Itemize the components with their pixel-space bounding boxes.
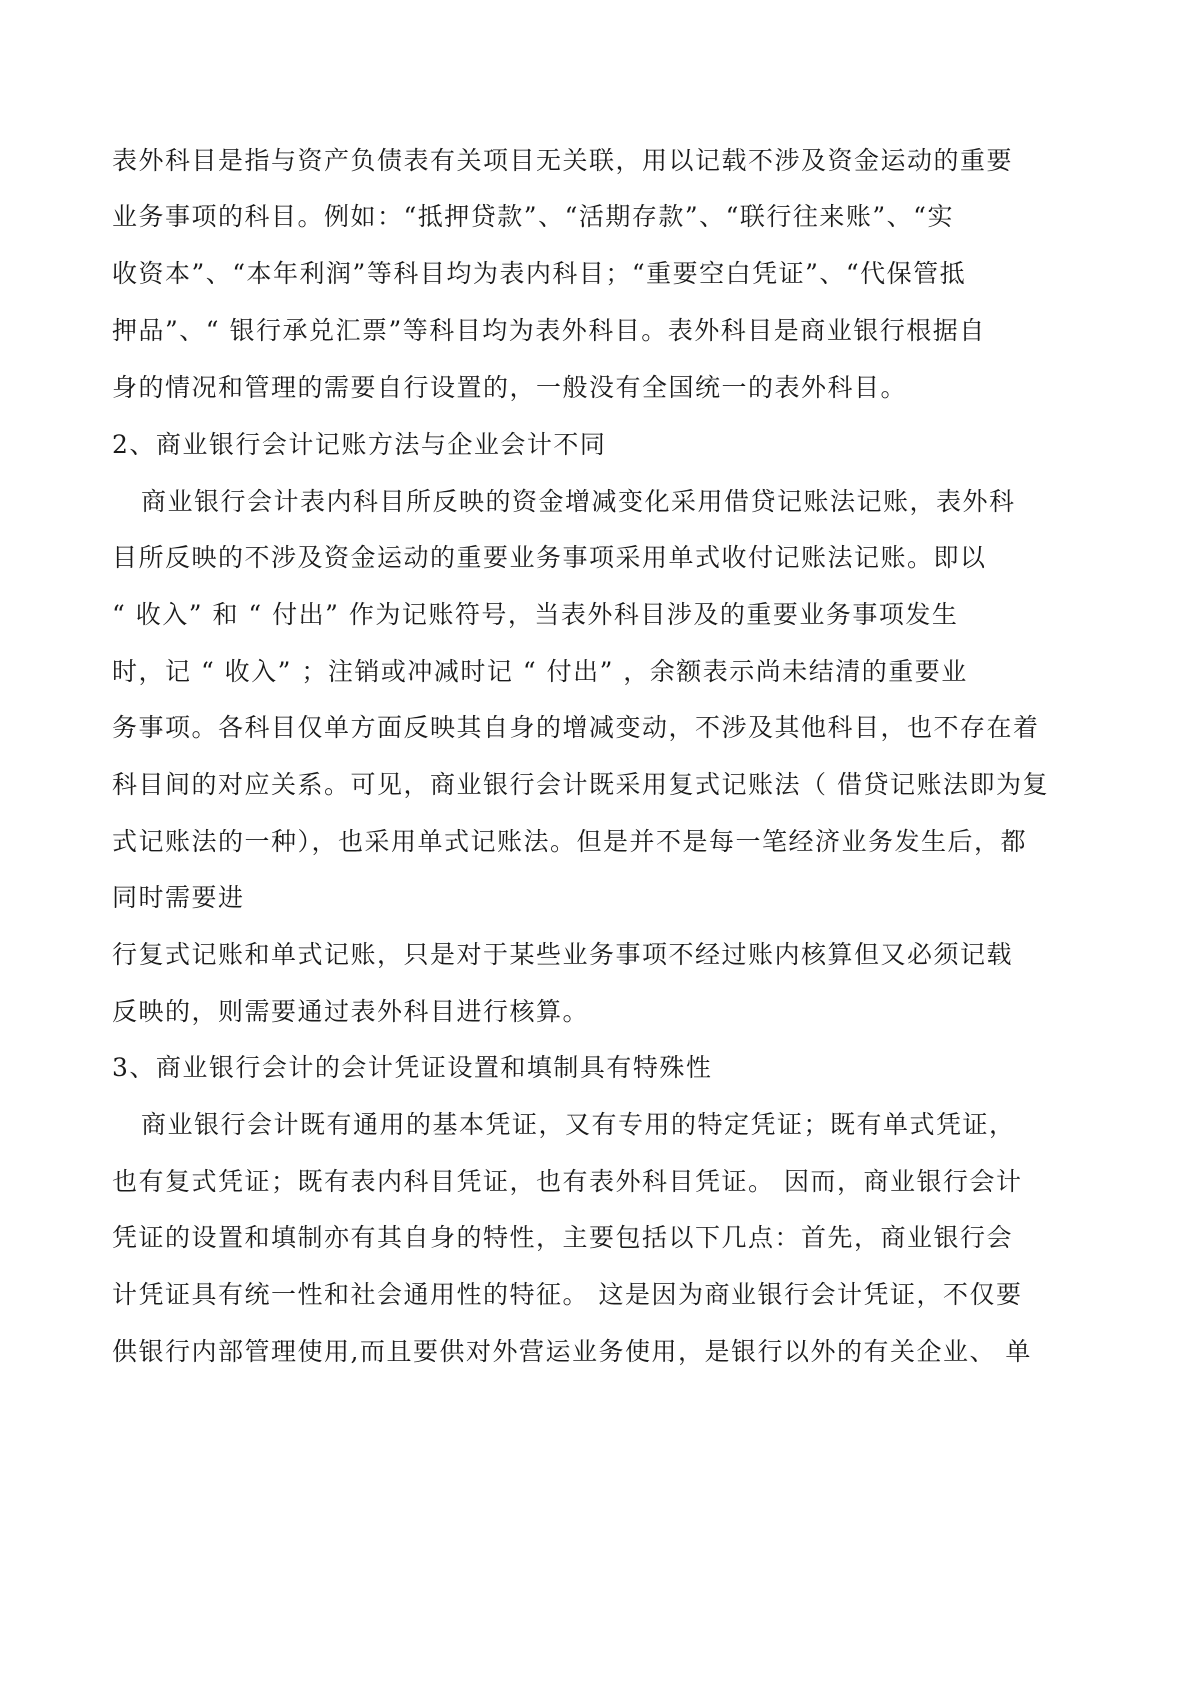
text-line: 也有复式凭证；既有表内科目凭证，也有表外科目凭证。 因而，商业银行会计 xyxy=(112,1167,1023,1196)
text-line: 表外科目是指与资产负债表有关项目无关联，用以记载不涉及资金运动的重要 xyxy=(112,146,1014,175)
text-line: 计凭证具有统一性和社会通用性的特征。 这是因为商业银行会计凭证，不仅要 xyxy=(112,1280,1023,1309)
text-line: 同时需要进 xyxy=(112,883,245,912)
text-line: 行复式记账和单式记账，只是对于某些业务事项不经过账内核算但又必须记载 xyxy=(112,940,1014,969)
text-line: 务事项。各科目仅单方面反映其自身的增减变动，不涉及其他科目，也不存在着 xyxy=(112,713,1040,742)
text-line: 式记账法的一种），也采用单式记账法。但是并不是每一笔经济业务发生后，都 xyxy=(112,827,1028,856)
section-heading: 3、商业银行会计的会计凭证设置和填制具有特殊性 xyxy=(112,1053,713,1082)
text-line: 押品”、“ 银行承兑汇票”等科目均为表外科目。表外科目是商业银行根据自 xyxy=(112,316,986,345)
text-line: 供银行内部管理使用,而且要供对外营运业务使用，是银行以外的有关企业、 单 xyxy=(112,1337,1032,1366)
text-line: 业务事项的科目。例如：“抵押贷款”、“活期存款”、“联行往来账”、“实 xyxy=(112,202,954,231)
text-line: “ 收入” 和 “ 付出” 作为记账符号，当表外科目涉及的重要业务事项发生 xyxy=(112,600,959,629)
text-line: 时，记 “ 收入” ；注销或冲减时记 “ 付出” ，余额表示尚未结清的重要业 xyxy=(112,657,968,686)
text-line: 科目间的对应关系。可见，商业银行会计既采用复式记账法（ 借贷记账法即为复 xyxy=(112,770,1049,799)
text-line: 商业银行会计既有通用的基本凭证，又有专用的特定凭证；既有单式凭证， xyxy=(141,1110,1016,1139)
text-line: 商业银行会计表内科目所反映的资金增减变化采用借贷记账法记账，表外科 xyxy=(141,487,1016,516)
section-heading: 2、商业银行会计记账方法与企业会计不同 xyxy=(112,430,607,459)
text-line: 反映的，则需要通过表外科目进行核算。 xyxy=(112,997,590,1026)
text-line: 收资本”、“本年利润”等科目均为表内科目；“重要空白凭证”、“代保管抵 xyxy=(112,259,967,288)
text-line: 身的情况和管理的需要自行设置的，一般没有全国统一的表外科目。 xyxy=(112,373,908,402)
text-line: 目所反映的不涉及资金运动的重要业务事项采用单式收付记账法记账。即以 xyxy=(112,543,987,572)
text-line: 凭证的设置和填制亦有其自身的特性，主要包括以下几点：首先，商业银行会 xyxy=(112,1223,1014,1252)
